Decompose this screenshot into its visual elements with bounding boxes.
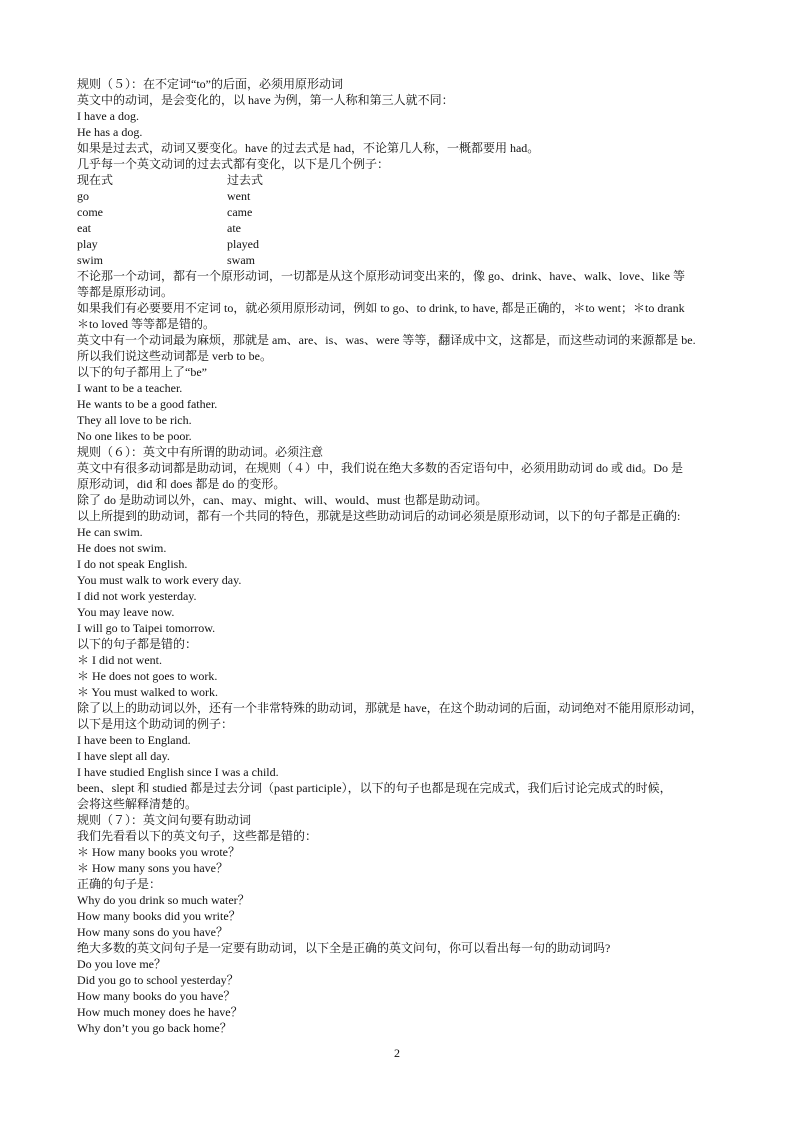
- text-line: I want to be a teacher.: [77, 381, 183, 395]
- present-form: eat: [77, 221, 91, 235]
- text-line: 除了以上的助动词以外，还有一个非常特殊的助动词，那就是 have，在这个助动词的后面，动词绝对不能用原形动词，: [77, 701, 703, 715]
- text-line: 英文中有一个动词最为麻烦，那就是 am、are、is、was、were 等等，翻译成中文，这都是，而这些动词的来源都是 be.: [77, 333, 696, 347]
- text-block: [77, 268, 720, 1036]
- past-form: swam: [227, 253, 255, 267]
- past-form: went: [227, 189, 251, 203]
- body-text: [77, 76, 720, 1036]
- text-line: ＊ You must walked to work.: [77, 685, 219, 699]
- text-line: 如果是过去式，动词又要变化。have 的过去式是 had，不论第几人称，一概都要用 had。: [77, 141, 540, 155]
- text-line: Did you go to school yesterday？: [77, 973, 239, 987]
- text-line: ＊to loved 等等都是错的。: [77, 317, 215, 331]
- text-line: You may leave now.: [77, 605, 175, 619]
- text-line: I will go to Taipei tomorrow.: [77, 621, 216, 635]
- text-line: Do you love me？: [77, 957, 166, 971]
- header-present-tense: 现在式: [77, 173, 114, 187]
- text-line: 除了 do 是助动词以外，can、may、might、will、would、must 也都是助动词。: [77, 493, 488, 507]
- text-line: He does not swim.: [77, 541, 167, 555]
- text-line: I did not work yesterday.: [77, 589, 197, 603]
- text-line: 英文中有很多动词都是助动词，在规则（４）中，我们说在绝大多数的否定语句中，必须用助动词 do 或 did。Do 是: [77, 461, 684, 475]
- text-line: 以下的句子都是错的：: [77, 637, 198, 651]
- tense-table-header: [77, 172, 720, 188]
- text-line: been、slept 和 studied 都是过去分词（past participle），以下的句子也都是现在完成式，我们后讨论完成式的时候，: [77, 781, 672, 795]
- text-line: ＊ I did not went.: [77, 653, 162, 667]
- text-line: 原形动词，did 和 does 都是 do 的变形。: [77, 477, 286, 491]
- text-line: Why don’t you go back home？: [77, 1021, 232, 1035]
- text-line: 以上所提到的助动词，都有一个共同的特色，那就是这些助动词后的动词必须是原形动词，以下的句子都是正确的:: [77, 509, 681, 523]
- past-form: came: [227, 205, 253, 219]
- text-line: 规则（６）：英文中有所谓的助动词。必须注意: [77, 445, 324, 459]
- text-line: I do not speak English.: [77, 557, 188, 571]
- text-line: I have studied English since I was a child.: [77, 765, 279, 779]
- present-form: come: [77, 205, 103, 219]
- text-line: He wants to be a good father.: [77, 397, 218, 411]
- text-line: 绝大多数的英文问句子是一定要有助动词，以下全是正确的英文问句，你可以看出每一句的助动词吗?: [77, 941, 611, 955]
- text-line: 会将这些解释清楚的。: [77, 797, 198, 811]
- tense-table-row: [77, 204, 720, 220]
- text-line: He can swim.: [77, 525, 143, 539]
- tense-table-row: [77, 252, 720, 268]
- text-line: 以下是用这个助动词的例子：: [77, 717, 234, 731]
- text-line: 正确的句子是：: [77, 877, 162, 891]
- past-form: ate: [227, 221, 241, 235]
- present-form: play: [77, 237, 98, 251]
- tense-table-row: [77, 188, 720, 204]
- text-line: 规则（７）：英文问句要有助动词: [77, 813, 252, 827]
- text-line: How many books do you have？: [77, 989, 236, 1003]
- text-line: 如果我们有必要要用不定词 to，就必须用原形动词，例如 to go、to drink, to have, 都是正确的，＊to went；＊to drank: [77, 301, 685, 315]
- text-line: 几乎每一个英文动词的过去式都有变化，以下是几个例子：: [77, 157, 390, 171]
- text-line: ＊ He does not goes to work.: [77, 669, 218, 683]
- header-past-tense: 过去式: [227, 173, 264, 187]
- text-line: I have slept all day.: [77, 749, 170, 763]
- text-line: ＊ How many sons you have？: [77, 861, 228, 875]
- text-line: I have been to England.: [77, 733, 191, 747]
- text-line: 我们先看看以下的英文句子，这些都是错的：: [77, 829, 318, 843]
- text-line: 所以我们说这些动词都是 verb to be。: [77, 349, 272, 363]
- text-line: You must walk to work every day.: [77, 573, 242, 587]
- text-line: Why do you drink so much water？: [77, 893, 250, 907]
- text-line: 以下的句子都用上了“be”: [77, 365, 207, 379]
- text-line: 等都是原形动词。: [77, 285, 174, 299]
- text-line: I have a dog.: [77, 109, 139, 123]
- text-line: They all love to be rich.: [77, 413, 192, 427]
- text-line: No one likes to be poor.: [77, 429, 192, 443]
- past-form: played: [227, 237, 259, 251]
- text-line: He has a dog.: [77, 125, 143, 139]
- present-form: go: [77, 189, 89, 203]
- tense-table-row: [77, 220, 720, 236]
- page-number: 2: [394, 1046, 400, 1060]
- text-line: 不论那一个动词，都有一个原形动词，一切都是从这个原形动词变出来的，像 go、drink、have、walk、love、like 等: [77, 269, 685, 283]
- tense-table-row: [77, 236, 720, 252]
- text-line: How many books did you write？: [77, 909, 241, 923]
- text-line: How much money does he have？: [77, 1005, 243, 1019]
- text-line: How many sons do you have？: [77, 925, 228, 939]
- present-form: swim: [77, 253, 104, 267]
- text-line: ＊ How many books you wrote？: [77, 845, 240, 859]
- text-line: 英文中的动词，是会变化的，以 have 为例，第一人称和第三人就不同：: [77, 93, 454, 107]
- text-line: 规则（５）：在不定词“to”的后面，必须用原形动词: [77, 77, 343, 91]
